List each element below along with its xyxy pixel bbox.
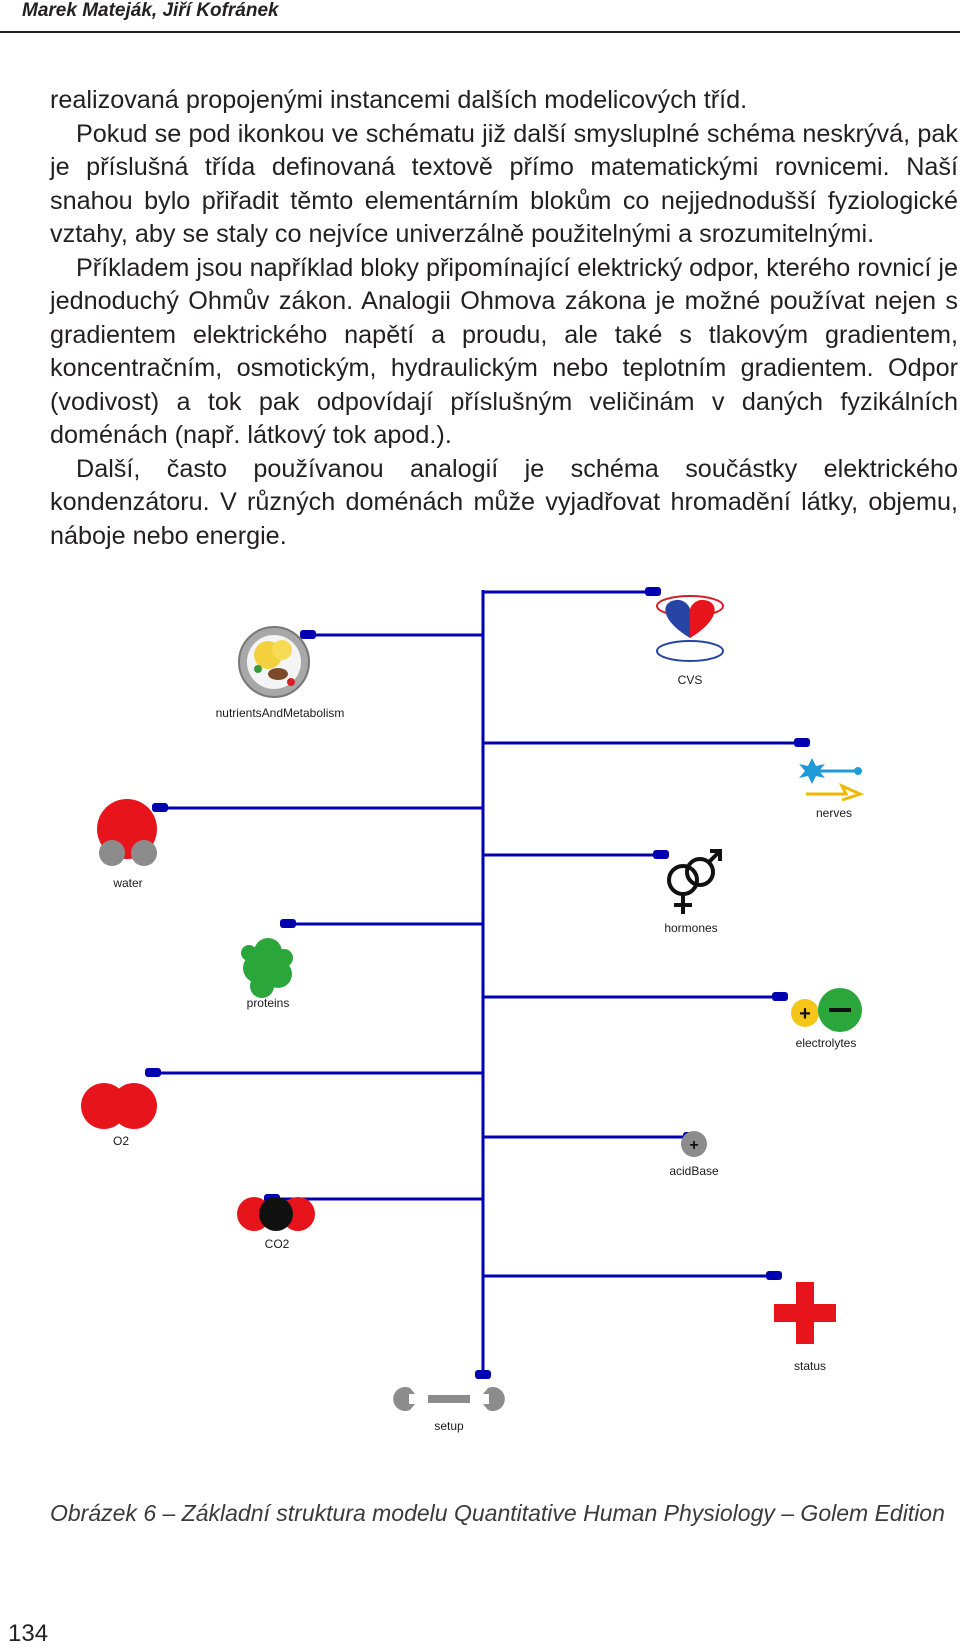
- food-plate-icon: [239, 627, 309, 697]
- connector-electrolytes: [772, 992, 788, 1001]
- oxygen-molecule-icon: [81, 1083, 157, 1129]
- neuron-icon: [799, 758, 862, 800]
- paragraph-4: Další, často používanou analogií je schéma součástky elektrického kondenzátoru. V různých doménách může vyjadřovat hromadění látky, objemu, náboje nebo energie.: [50, 454, 958, 550]
- svg-text:+: +: [799, 1003, 811, 1025]
- svg-text:+: +: [689, 1137, 699, 1154]
- label-o2: O2: [112, 1134, 130, 1148]
- connector-o2: [145, 1068, 161, 1077]
- connector-hormones: [653, 850, 669, 859]
- gender-symbols-icon: [669, 851, 720, 914]
- figure-caption: Obrázek 6 – Základní struktura modelu Quantitative Human Physiology – Golem Edition: [50, 1500, 945, 1526]
- label-electrolytes: electrolytes: [795, 1036, 857, 1050]
- wrench-icon: [393, 1387, 505, 1411]
- connector-nerves: [794, 738, 810, 747]
- running-header-authors: Marek Mateják, Jiří Kofránek: [22, 0, 279, 21]
- label-nerves: nerves: [815, 806, 853, 820]
- label-setup: setup: [434, 1419, 464, 1433]
- label-acidbase: acidBase: [669, 1164, 719, 1178]
- paragraph-2: Pokud se pod ikonkou ve schématu již další smysluplné schéma neskrývá, pak je příslušná třída definovaná textově přímo matematickými rovnicemi. Naší snahou bylo přiřadit těmto elementárním blokům co nejjednodušší fyziologické vztahy, aby se staly co nejvíce univerzálně použitelnými a srozumitelnými.: [50, 119, 958, 248]
- paragraph-3: Příkladem jsou například bloky připomínající elektrický odpor, kterého rovnicí je jednoduchý Ohmův zákon. Analogii Ohmova zákona je možné používat nejen s gradientem elektrického napětí a proudu, ale také s tlakovým gradientem, koncentračním, osmotickým, hydraulickým nebo teplotním gradientem. Odpor (vodivost) a tok pak odpovídají příslušným veličinám v daných fyzikálních doménách (např. látkový tok apod.).: [50, 253, 958, 449]
- label-co2: CO2: [264, 1237, 290, 1251]
- water-molecule-icon: [97, 799, 157, 866]
- page-number: 134: [8, 1620, 49, 1647]
- label-status: status: [793, 1359, 827, 1373]
- medical-cross-icon: [774, 1282, 836, 1344]
- connector-nutrients: [300, 630, 316, 639]
- heart-icon: [657, 596, 723, 661]
- label-proteins: proteins: [246, 996, 290, 1010]
- header-rule: [0, 31, 960, 33]
- body-text: [50, 84, 958, 553]
- proton-icon: [681, 1131, 707, 1157]
- label-cvs: CVS: [677, 673, 703, 687]
- label-water: water: [113, 876, 143, 890]
- label-hormones: hormones: [664, 921, 718, 935]
- ions-icon: [791, 988, 862, 1032]
- connector-proteins: [280, 919, 296, 928]
- label-nutrients: nutrientsAndMetabolism: [215, 706, 345, 720]
- protein-icon: [241, 938, 293, 998]
- model-structure-diagram: [0, 580, 960, 1460]
- carbon-dioxide-icon: [237, 1197, 315, 1231]
- connector-setup: [475, 1370, 491, 1379]
- connector-status: [766, 1271, 782, 1280]
- connector-water: [152, 803, 168, 812]
- connector-cvs: [645, 587, 661, 596]
- paragraph-1: realizovaná propojenými instancemi dalších modelicových tříd.: [50, 86, 748, 114]
